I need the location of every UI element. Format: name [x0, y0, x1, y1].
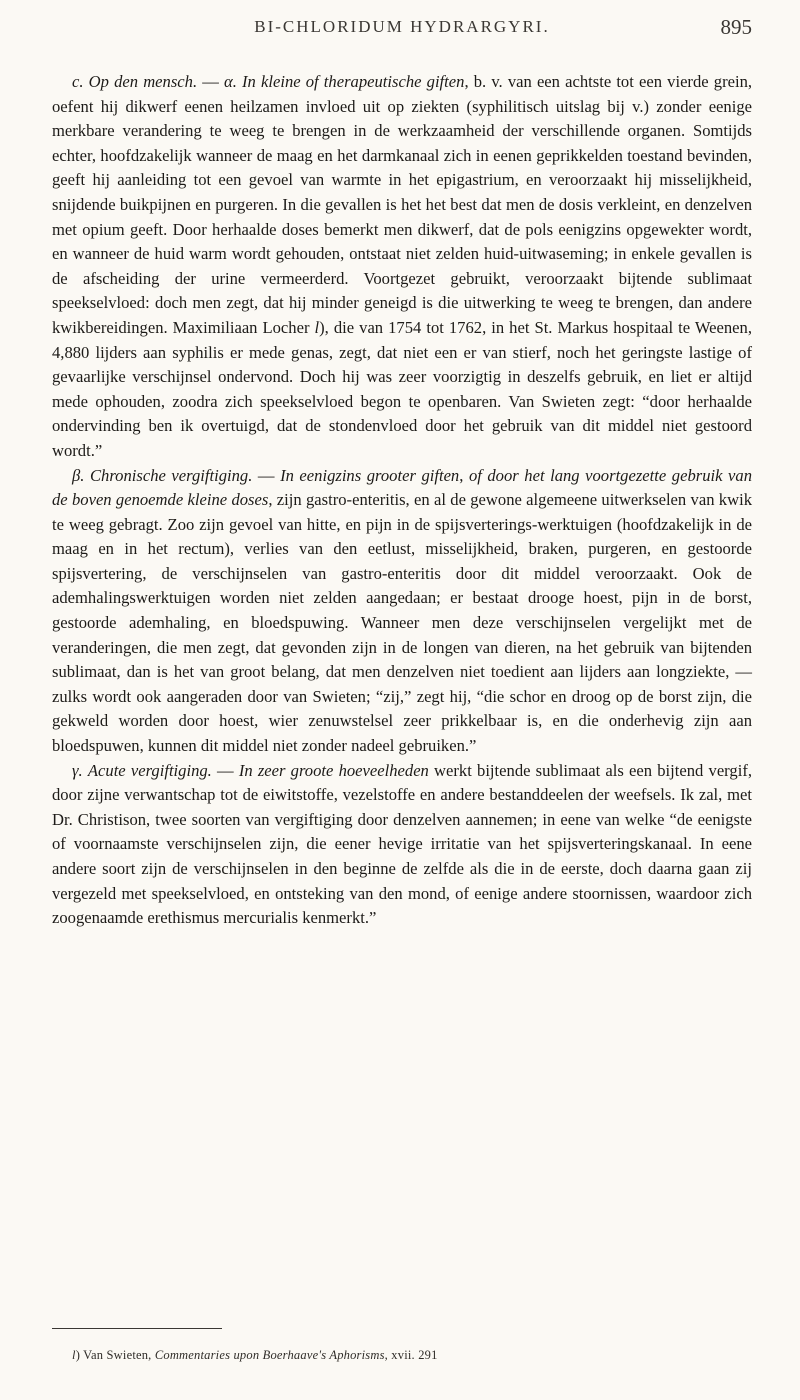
dash: —: [197, 72, 225, 91]
emphasis-text: In zeer groote hoeveelheden: [238, 760, 429, 780]
emphasis-text: In eenigzins grooter giften: [280, 465, 460, 485]
paragraph-text-continued: ), die van 1754 tot 1762, in het St. Markus hospitaal te Weenen, 4,880 lijders aan syphilis er mede genas, zegt, dat niet een er van stierf, noch het geringste lastige of gevaarlijke verschijnsel ondervond. Doch hij was zeer voorzigtig in deszelfs gebruik, en liet er altijd mede ophouden, zoodra zich speekselvloed begon te openbaren. Van Swieten zegt: “door herhaalde ondervinding ben ik overtuigd, dat de stondenvloed door het gebruik van dit middel niet gestoord wordt.”: [52, 317, 752, 460]
footnote-title: Commentaries upon Boerhaave's Aphorisms: [154, 1348, 385, 1362]
footnote-text: ) Van Swieten,: [75, 1348, 155, 1362]
footnote-text-after: , xvii. 291: [384, 1348, 438, 1362]
subsection-heading: Acute vergiftiging.: [87, 760, 212, 780]
page-header: [52, 0, 752, 60]
dash: —: [211, 760, 239, 780]
body-text: [52, 70, 752, 931]
page-number: 895: [720, 15, 752, 39]
subsection-label: β.: [72, 465, 85, 485]
section-heading: Op den mensch.: [88, 72, 198, 91]
dash: —: [252, 465, 281, 485]
paragraph-text: werkt bijtende sublimaat als een bijtend vergif, door zijne verwantschap tot de eiwitstoffe, vezelstoffe en andere bestanddeelen der weefsels. Ik zal, met Dr. Christison, twee soorten van vergiftiging door denzelven aannemen; in eene van welke “de eenigste of voornaamste verschijnselen zijn, die eener hevige irritatie van het spijsverteringskanaal. In eene andere soort zijn de verschijnselen in den beginne de zelfde als die in de eerste, doch daarna gaan zij vergezeld met speekselvloed, en ontsteking van den mond, of eenige andere stoornissen, waardoor zich zoogenaamde erethismus mercurialis kenmerkt.”: [52, 760, 752, 928]
footnote: [72, 1348, 752, 1363]
subsection-heading: Chronische vergiftiging.: [89, 465, 253, 485]
section-label: c.: [72, 72, 84, 91]
paragraph-text: , b. v. van een achtste tot een vierde grein, oefent hij dikwerf eenen heilzamen invloed uit op ziekten (syphilitisch uitslag bij v.) zonder eenige merkbare verandering te weeg te brengen in de werkzaamheid der verschillende organen. Somtijds echter, hoofdzakelijk wanneer de maag en het darmkanaal zich in eenen geprikkelden toestand bevinden, geeft hij aanleiding tot een gevoel van warmte in het epigastrium, en veroorzaakt hij misselijkheid, snijdende buikpijnen en purgeren. In die gevallen is het het best dat men de dosis verkleint, en denzelven met opium geeft. Door herhaalde doses bemerkt men dikwerf, dat de pols eenigzins opgewekter wordt, en wanneer de huid warm wordt gehouden, ontstaat niet zelden huid-uitwaseming; in enkele gevallen is de afscheiding der urine vermeerderd. Voortgezet gebruikt, veroorzaakt bijtende sublimaat speekselvloed: doch men zegt, dat hij minder geneigd is die uitwerking te weeg te brengen, dan andere kwikbereidingen. Maximiliaan Locher: [52, 72, 753, 337]
running-head: BI-CHLORIDUM HYDRARGYRI.: [254, 17, 550, 36]
subsection-heading: In kleine of therapeutische giften: [242, 72, 465, 91]
paragraph-text: , zijn gastro-enteritis, en al de gewone algemeene uitwerkselen van kwik te weeg gebragt. Zoo zijn gevoel van hitte, en pijn in de spijsverterings-werktuigen (hoofdzakelijk in de maag en in het rectum), verlies van den eetlust, misselijkheid, braken, purgeren, en gestoorde spijsvertering, de verschijnselen van gastro-enteritis door dit middel veroorzaakt. Ook de ademhalingswerktuigen worden niet zelden aangedaan; er bestaat drooge hoest, pijn in de borst, gestoorde ademhaling, en bloedspuwing. Wanneer men deze verschijnselen vergelijkt met de veranderingen, die men zegt, dat gevonden zijn in de longen van dieren, na het gebruik van bijtenden sublimaat, dan is het van groot belang, dat men denzelven niet toedient aan lijders aan longziekte, — zulks wordt ook aangeraden door van Swieten; “zij,” zegt hij, “die schor en droog op de borst zijn, die gekweld worden door hoest, wier zenuwstelsel zeer prikkelbaar is, en die onderhevig zijn aan bloedspuwen, kunnen dit middel niet zonder nadeel gebruiken.”: [52, 490, 752, 756]
emphasis-text: of door het lang voortgezette gebruik van de boven genoemde kleine doses: [52, 465, 752, 510]
footnote-rule: [52, 1328, 222, 1329]
paragraph-acute-vergiftiging: [52, 759, 752, 931]
paragraph-chronische-vergiftiging: [52, 464, 752, 759]
book-page: [52, 0, 752, 1400]
comma: ,: [459, 465, 469, 485]
subsection-label: α.: [224, 72, 237, 91]
subsection-label: γ.: [72, 760, 83, 780]
footnote-marker: l: [72, 1348, 76, 1362]
footnote-reference: l: [314, 317, 320, 337]
paragraph-op-den-mensch: [52, 70, 752, 464]
